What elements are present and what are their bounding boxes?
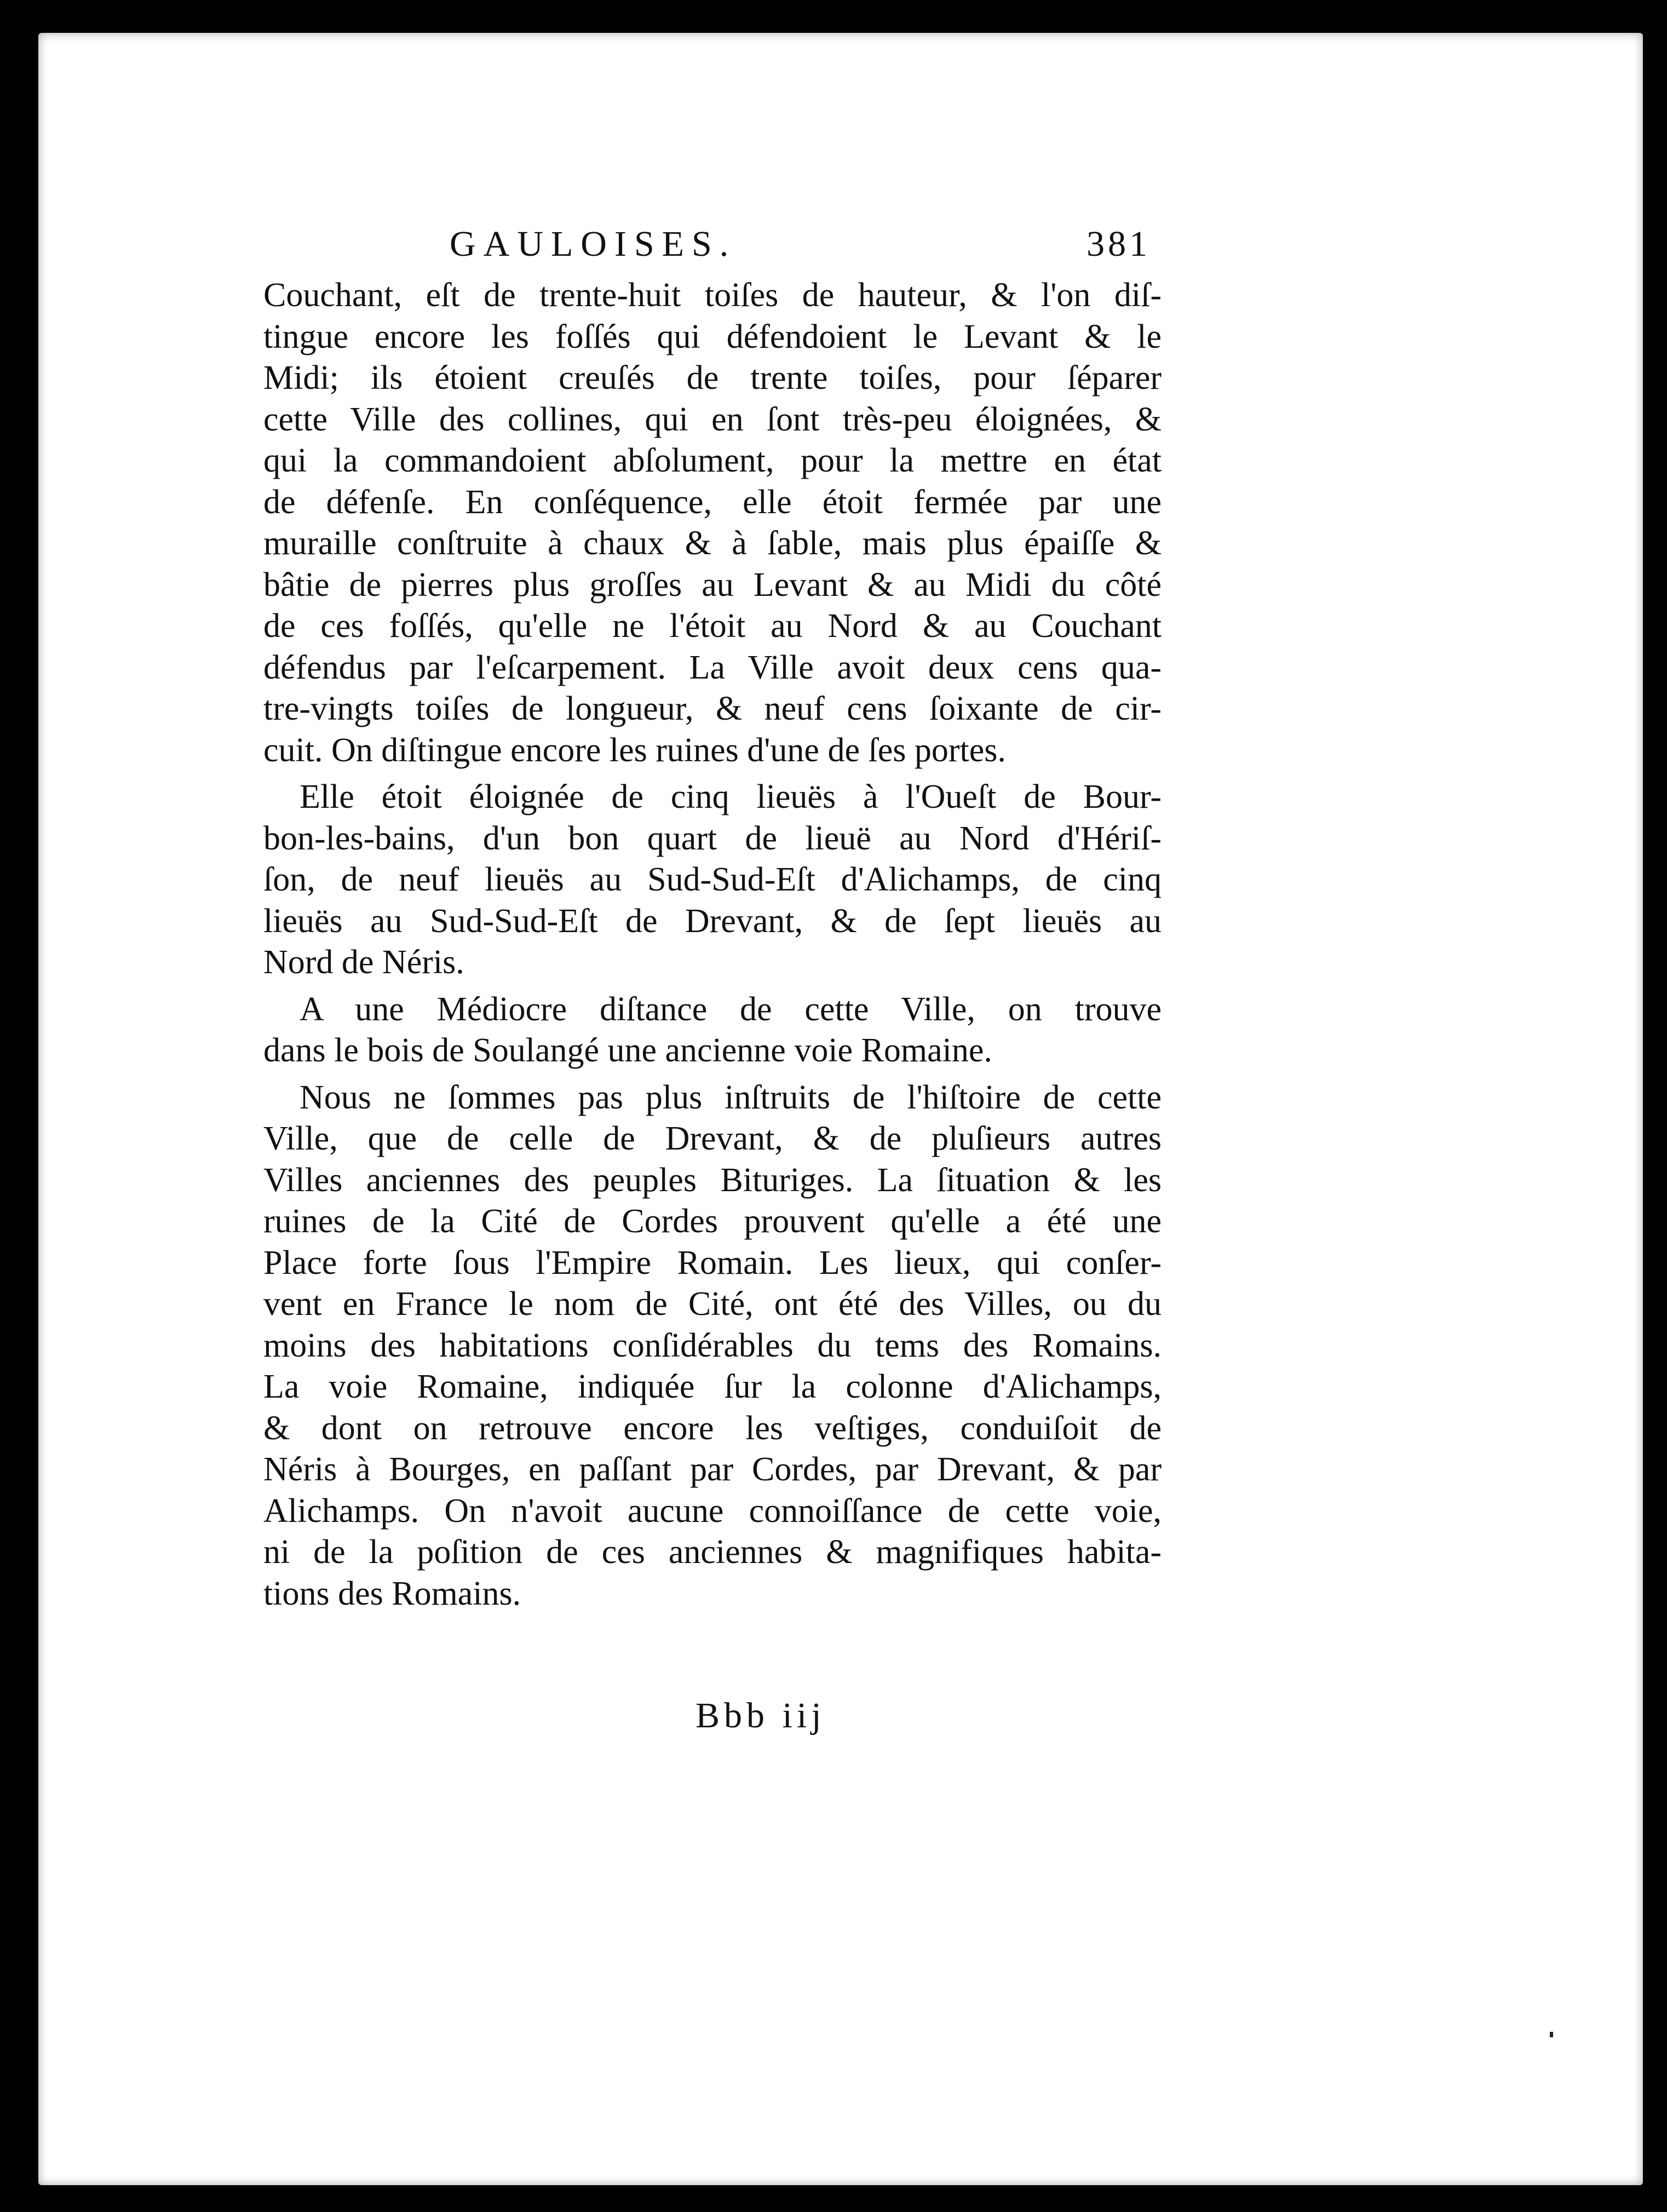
text-line: Villes anciennes des peuples Bituriges. La ſituation & les [263, 1161, 1162, 1199]
text-line: bon-les-bains, d'un bon quart de lieuë au Nord d'Hériſ- [263, 819, 1162, 857]
text-line: Nord de Néris. [263, 944, 464, 981]
text-line: Midi; ils étoient creuſés de trente toiſes, pour ſéparer [263, 359, 1162, 397]
running-title: GAULOISES. [450, 224, 737, 264]
text-line: Néris à Bourges, en paſſant par Cordes, par Drevant, & par [263, 1451, 1162, 1488]
text-line: La voie Romaine, indiquée ſur la colonne d'Alichamps, [263, 1368, 1162, 1405]
text-line: moins des habitations conſidérables du tems des Romains. [263, 1326, 1162, 1364]
paragraph [263, 989, 1162, 1072]
text-block [263, 214, 1162, 1615]
text-line: ruines de la Cité de Cordes prouvent qu'elle a été une [263, 1203, 1162, 1240]
text-line: tingue encore les foſſés qui défendoient le Levant & le [263, 318, 1162, 355]
text-line: ni de la poſition de ces anciennes & magnifiques habita- [263, 1533, 1162, 1571]
text-line: de défenſe. En conſéquence, elle étoit fermée par une [263, 483, 1162, 521]
paragraph [263, 777, 1162, 984]
text-line: de ces foſſés, qu'elle ne l'étoit au Nord & au Couchant [263, 607, 1162, 645]
text-line: vent en France le nom de Cité, ont été des Villes, ou du [263, 1285, 1162, 1323]
running-head [263, 214, 1162, 275]
text-line: qui la commandoient abſolument, pour la mettre en état [263, 442, 1162, 479]
paragraph [263, 1077, 1162, 1615]
text-line: Couchant, eſt de trente-huit toiſes de hauteur, & l'on diſ- [263, 277, 1162, 314]
text-line: tions des Romains. [263, 1575, 521, 1612]
text-line: Alichamps. On n'avoit aucune connoiſſance de cette voie, [263, 1492, 1162, 1530]
book-page [38, 33, 1643, 2185]
text-line: lieuës au Sud-Sud-Eſt de Drevant, & de ſept lieuës au [263, 902, 1162, 940]
text-line: Elle étoit éloignée de cinq lieuës à l'Oueſt de Bour- [300, 778, 1162, 815]
page-number: 381 [1087, 224, 1151, 264]
text-line: ſon, de neuf lieuës au Sud-Sud-Eſt d'Alichamps, de cinq [263, 861, 1162, 898]
text-line: Place forte ſous l'Empire Romain. Les lieux, qui conſer- [263, 1244, 1162, 1282]
paragraph [263, 275, 1162, 771]
signature-mark: Bbb iij [695, 1696, 826, 1736]
text-line: Ville, que de celle de Drevant, & de pluſieurs autres [263, 1120, 1162, 1157]
text-line: tre-vingts toiſes de longueur, & neuf cens ſoixante de cir- [263, 690, 1162, 727]
text-line: cuit. On diſtingue encore les ruines d'une de ſes portes. [263, 731, 1006, 769]
text-line: & dont on retrouve encore les veſtiges, conduiſoit de [263, 1409, 1162, 1447]
text-line: dans le bois de Soulangé une ancienne voie Romaine. [263, 1032, 992, 1069]
text-line: Nous ne ſommes pas plus inſtruits de l'hiſtoire de cette [300, 1078, 1162, 1116]
text-line: défendus par l'eſcarpement. La Ville avoit deux cens qua- [263, 648, 1162, 686]
scan-speck [1550, 2032, 1553, 2037]
text-line: muraille conſtruite à chaux & à ſable, mais plus épaiſſe & [263, 525, 1162, 562]
text-line: bâtie de pierres plus groſſes au Levant & au Midi du côté [263, 566, 1162, 604]
text-line: A une Médiocre diſtance de cette Ville, on trouve [300, 990, 1162, 1028]
text-line: cette Ville des collines, qui en ſont très-peu éloignées, & [263, 400, 1162, 438]
